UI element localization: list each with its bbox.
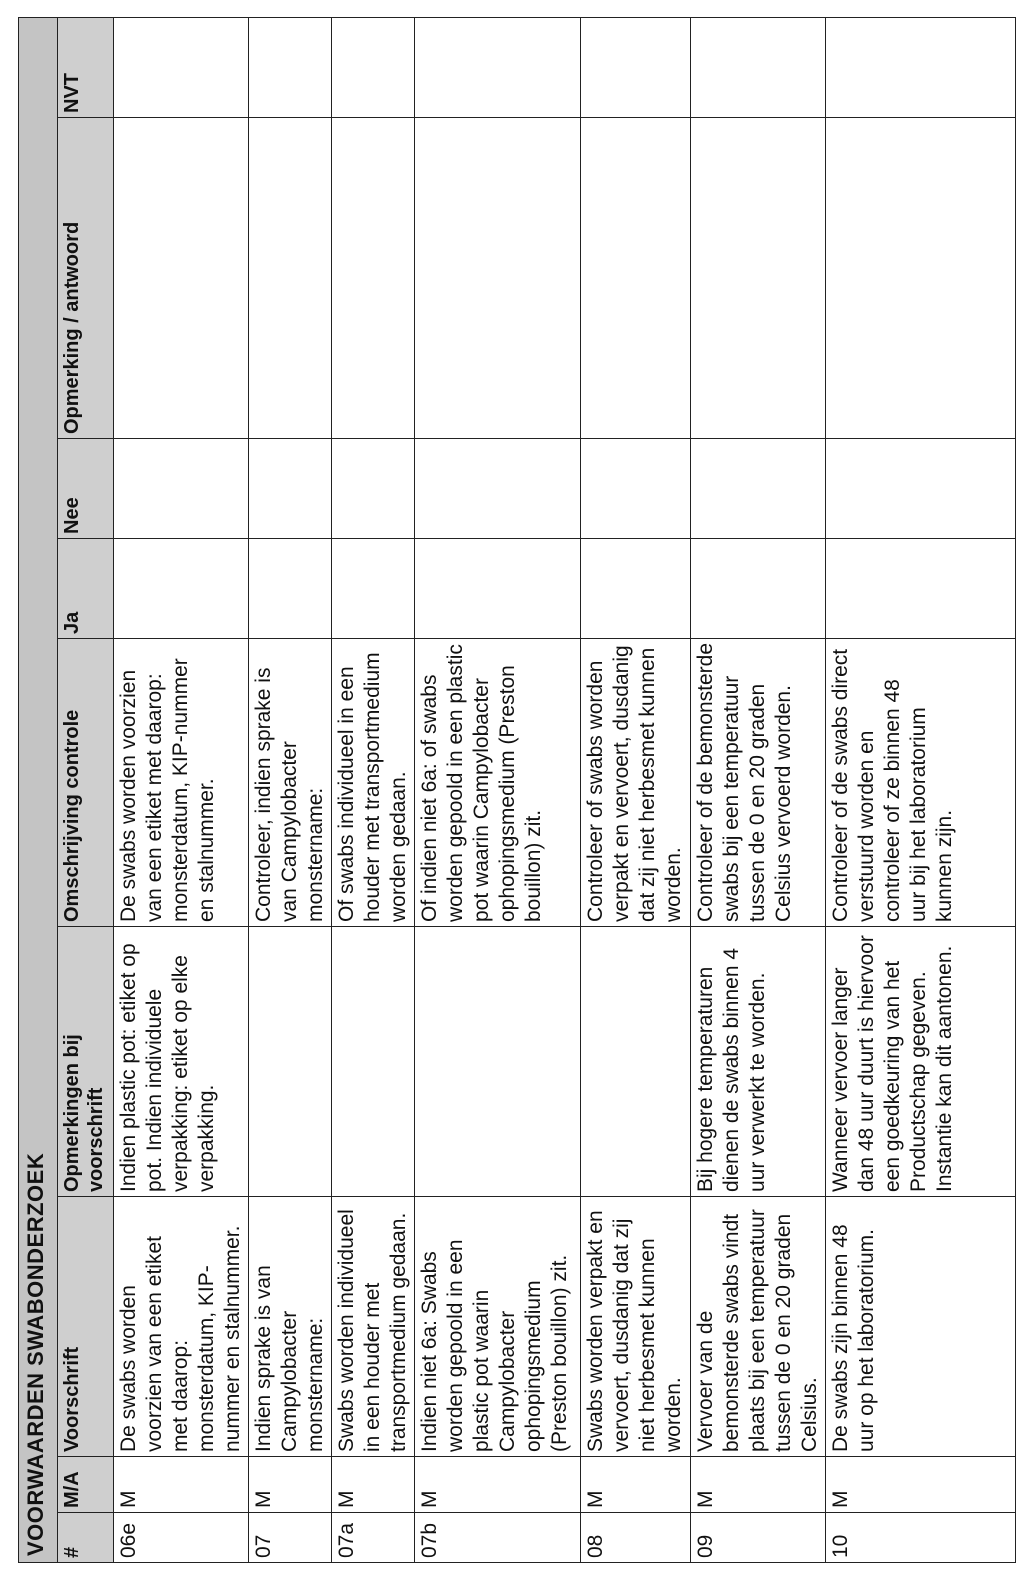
col-header-nee: Nee <box>58 439 114 539</box>
row-ma: M <box>114 1457 249 1513</box>
row-nvt-cell[interactable] <box>581 17 691 117</box>
table-row <box>415 17 581 1562</box>
row-num: 07b <box>415 1513 581 1563</box>
row-nee-cell[interactable] <box>114 439 249 539</box>
row-ja-cell[interactable] <box>581 539 691 639</box>
row-voorschrift: Swabs worden individueel in een houder met transportmedium gedaan. <box>332 1197 415 1457</box>
row-nee-cell[interactable] <box>332 439 415 539</box>
row-opmerkingen: Wanneer vervoer langer dan 48 uur duurt is hiervoor een goedkeuring van het Productschap gegeven. Instantie kan dit aantonen. <box>826 927 1016 1197</box>
table-row <box>691 17 826 1562</box>
swab-conditions-table <box>18 17 1016 1563</box>
row-ma: M <box>249 1457 332 1513</box>
row-nvt-cell[interactable] <box>114 17 249 117</box>
table-row <box>114 17 249 1562</box>
row-ma: M <box>826 1457 1016 1513</box>
row-voorschrift: Indien sprake is van Campylobacter monstername: <box>249 1197 332 1457</box>
col-header-ma: M/A <box>58 1457 114 1513</box>
row-voorschrift: Indien niet 6a: Swabs worden gepoold in een plastic pot waarin Campylobacter ophopingsmedium (Preston bouillon) zit. <box>415 1197 581 1457</box>
row-omschrijving: Controleer of swabs worden verpakt en vervoert, dusdanig dat zij niet herbesmet kunnen worden. <box>581 639 691 927</box>
row-opmerkingen <box>581 927 691 1197</box>
rotated-document <box>18 18 1006 1563</box>
row-opmerkingen <box>249 927 332 1197</box>
row-nvt-cell[interactable] <box>691 17 826 117</box>
row-voorschrift: Swabs worden verpakt en vervoert, dusdanig dat zij niet herbesmet kunnen worden. <box>581 1197 691 1457</box>
row-omschrijving: Controleer of de bemonsterde swabs bij een temperatuur tussen de 0 en 20 graden Celsius vervoerd worden. <box>691 639 826 927</box>
row-opmerking-cell[interactable] <box>691 118 826 439</box>
row-ja-cell[interactable] <box>114 539 249 639</box>
row-ja-cell[interactable] <box>332 539 415 639</box>
row-ja-cell[interactable] <box>415 539 581 639</box>
row-opmerking-cell[interactable] <box>581 118 691 439</box>
row-num: 06e <box>114 1513 249 1563</box>
row-ma: M <box>332 1457 415 1513</box>
col-header-ja: Ja <box>58 539 114 639</box>
row-nvt-cell[interactable] <box>249 17 332 117</box>
row-opmerking-cell[interactable] <box>114 118 249 439</box>
row-nee-cell[interactable] <box>691 439 826 539</box>
header-row <box>58 17 114 1562</box>
row-opmerkingen: Bij hogere temperaturen dienen de swabs binnen 4 uur verwerkt te worden. <box>691 927 826 1197</box>
row-omschrijving: Of indien niet 6a: of swabs worden gepoold in een plastic pot waarin Campylobacter ophopingsmedium (Preston bouillon) zit. <box>415 639 581 927</box>
col-header-num: # <box>58 1513 114 1563</box>
row-nvt-cell[interactable] <box>826 17 1016 117</box>
row-num: 09 <box>691 1513 826 1563</box>
table-row <box>249 17 332 1562</box>
row-voorschrift: Vervoer van de bemonsterde swabs vindt plaats bij een temperatuur tussen de 0 en 20 graden Celsius. <box>691 1197 826 1457</box>
row-opmerkingen <box>415 927 581 1197</box>
row-opmerkingen: Indien plastic pot: etiket op pot. Indien individuele verpakking: etiket op elke verpakking. <box>114 927 249 1197</box>
row-num: 10 <box>826 1513 1016 1563</box>
col-header-nvt: NVT <box>58 17 114 117</box>
row-nee-cell[interactable] <box>249 439 332 539</box>
row-omschrijving: Controleer of de swabs direct verstuurd worden en controleer of ze binnen 48 uur bij het laboratorium kunnen zijn. <box>826 639 1016 927</box>
row-num: 08 <box>581 1513 691 1563</box>
col-header-voorschrift: Voorschrift <box>58 1197 114 1457</box>
row-nvt-cell[interactable] <box>332 17 415 117</box>
table-row <box>332 17 415 1562</box>
row-omschrijving: Controleer, indien sprake is van Campylobacter monstername: <box>249 639 332 927</box>
row-nee-cell[interactable] <box>415 439 581 539</box>
row-opmerking-cell[interactable] <box>415 118 581 439</box>
row-opmerking-cell[interactable] <box>826 118 1016 439</box>
row-num: 07a <box>332 1513 415 1563</box>
row-opmerkingen <box>332 927 415 1197</box>
table-row <box>826 17 1016 1562</box>
row-ja-cell[interactable] <box>826 539 1016 639</box>
row-ma: M <box>415 1457 581 1513</box>
row-ja-cell[interactable] <box>249 539 332 639</box>
row-nvt-cell[interactable] <box>415 17 581 117</box>
row-ma: M <box>691 1457 826 1513</box>
row-nee-cell[interactable] <box>581 439 691 539</box>
row-opmerking-cell[interactable] <box>249 118 332 439</box>
col-header-omschrijving: Omschrijving controle <box>58 639 114 927</box>
col-header-opmerking: Opmerking / antwoord <box>58 118 114 439</box>
row-nee-cell[interactable] <box>826 439 1016 539</box>
section-title: VOORWAARDEN SWABONDERZOEK <box>19 17 58 1562</box>
row-omschrijving: De swabs worden voorzien van een etiket met daarop: monsterdatum, KIP-nummer en stalnummer. <box>114 639 249 927</box>
row-num: 07 <box>249 1513 332 1563</box>
row-ma: M <box>581 1457 691 1513</box>
section-banner <box>19 17 58 1562</box>
table-row <box>581 17 691 1562</box>
row-opmerking-cell[interactable] <box>332 118 415 439</box>
row-voorschrift: De swabs worden voorzien van een etiket met daarop: monsterdatum, KIP-nummer en stalnummer. <box>114 1197 249 1457</box>
row-ja-cell[interactable] <box>691 539 826 639</box>
col-header-opmerkingen: Opmerkingen bij voorschrift <box>58 927 114 1197</box>
row-omschrijving: Of swabs individueel in een houder met transportmedium worden gedaan. <box>332 639 415 927</box>
row-voorschrift: De swabs zijn binnen 48 uur op het laboratorium. <box>826 1197 1016 1457</box>
